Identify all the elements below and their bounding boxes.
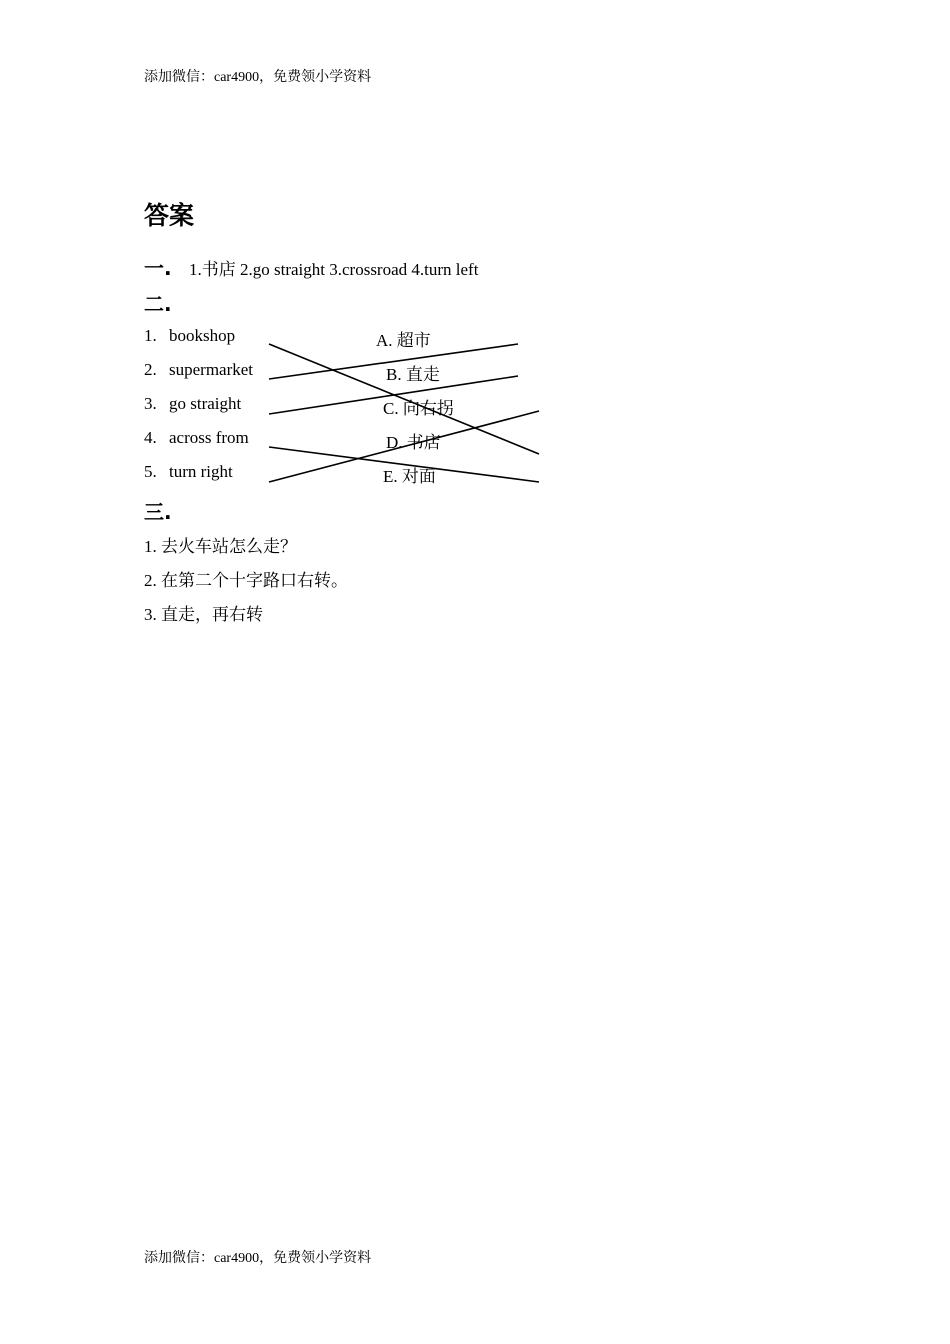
page-header: 添加微信：car4900，免费领小学资料 bbox=[144, 70, 372, 85]
section-2-label: 二. bbox=[144, 292, 172, 316]
match-left-item: go straight bbox=[169, 394, 242, 413]
match-line-4-E bbox=[269, 447, 539, 482]
section-3-item: 3. 直走，再右转 bbox=[144, 605, 263, 624]
page-footer: 添加微信：car4900，免费领小学资料 bbox=[144, 1251, 372, 1266]
section-1-label: 一. bbox=[144, 256, 172, 280]
match-right-item: A. 超市 bbox=[376, 331, 431, 350]
match-left-num: 1. bbox=[144, 326, 157, 345]
section-3-item: 1. 去火车站怎么走？ bbox=[144, 537, 297, 556]
match-left-item: turn right bbox=[169, 462, 233, 481]
match-right-item: B. 直走 bbox=[386, 365, 440, 384]
match-right-item: E. 对面 bbox=[383, 467, 436, 486]
match-left-num: 2. bbox=[144, 360, 157, 379]
match-left-num: 4. bbox=[144, 428, 157, 447]
section-1-answers: 1.书店 2.go straight 3.crossroad 4.turn left bbox=[189, 260, 479, 279]
match-left-num: 3. bbox=[144, 394, 157, 413]
page-title: 答案 bbox=[144, 201, 195, 230]
match-line-3-B bbox=[269, 376, 518, 414]
match-left-item: supermarket bbox=[169, 360, 254, 379]
match-line-5-C bbox=[269, 411, 539, 482]
match-left-item: bookshop bbox=[169, 326, 236, 345]
match-right-item: C. 向右拐 bbox=[383, 399, 454, 418]
match-right-item: D. 书店 bbox=[386, 433, 441, 452]
match-line-2-A bbox=[269, 344, 518, 379]
section-3-item: 2. 在第二个十字路口右转。 bbox=[144, 571, 348, 590]
section-3-label: 三. bbox=[144, 500, 172, 524]
match-left-item: across from bbox=[169, 428, 249, 447]
match-left-num: 5. bbox=[144, 462, 157, 481]
